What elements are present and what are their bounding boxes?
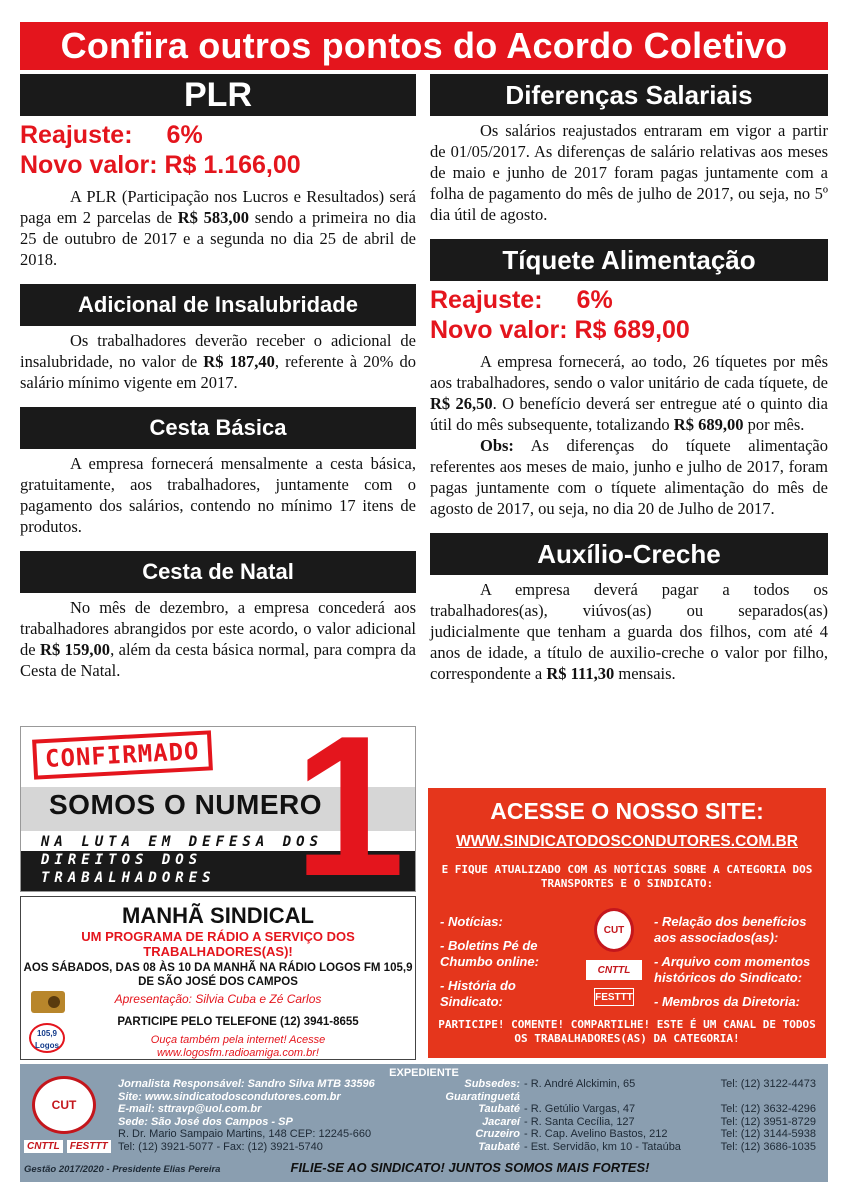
tiquete-total-value: R$ 689,00 [673,415,744,434]
subsede-addr: - R. Santa Cecília, 127 [524,1115,635,1128]
insalubridade-text [20,330,416,393]
subsede-addr: - R. André Alckimin, 65 [524,1078,636,1090]
subsede-row [420,1128,820,1141]
cesta-natal-text-c: , além da cesta básica normal, para compra da Cesta de Natal. [20,640,417,680]
subsede-city: Jacareí [482,1115,520,1128]
cesta-basica-header: Cesta Básica [20,407,416,449]
expediente-title: EXPEDIENTE [389,1067,459,1079]
footer-expediente [20,1064,828,1182]
tiquete-text-a: A empresa fornecerá, ao todo, 26 tíquetes por mês aos trabalhadores, sendo o valor unitário de cada tíquete, de [430,352,828,392]
cesta-natal-value: R$ 159,00 [40,640,111,659]
right-column [430,74,828,684]
site-item-arquivo: - Arquivo com momentos históricos do Sindicato: [654,954,811,985]
cesta-basica-text-body: A empresa fornecerá mensalmente a cesta básica, gratuitamente, aos trabalhadores, juntamente com o pagamento dos salários, contendo no mínimo 17 itens de produtos. [20,454,416,536]
confirmado-big-number: 1 [293,726,405,892]
confirmado-stamp: CONFIRMADO [32,730,212,779]
subsede-row [420,1103,820,1116]
tiquete-reajuste-label: Reajuste: [430,286,543,314]
creche-text [430,579,828,684]
tiquete-obs [430,435,828,519]
footer-jornalista: Jornalista Responsável: Sandro Silva MTB 33596 [118,1078,375,1090]
cnttl-logo-icon: CNTTL [586,960,642,980]
site-title: ACESSE O NOSSO SITE: [490,798,764,824]
plr-text [20,186,416,270]
subsede-tel: Tel: (12) 3632-4296 [720,1103,816,1115]
tiquete-text [430,351,828,435]
insalubridade-value: R$ 187,40 [203,352,275,371]
diferencas-header: Diferenças Salariais [430,74,828,116]
subsede-addr: - R. Getúlio Vargas, 47 [524,1103,636,1115]
manha-title: MANHÃ SINDICAL [122,903,314,928]
footer-gestao: Gestão 2017/2020 - Presidente Elias Pereira [24,1164,221,1175]
site-item-noticias: - Notícias: [440,914,503,929]
tiquete-unit-value: R$ 26,50 [430,394,493,413]
site-item-boletins: - Boletins Pé de Chumbo online: [440,938,539,969]
manha-internet-text: Ouça também pela internet! Acesse [150,1034,326,1046]
footer-info [118,1078,418,1153]
subsede-city: Subsedes: Guaratinguetá [445,1078,520,1103]
slogan-line-3: TRABALHADORES [41,870,216,886]
diferencas-text [430,120,828,225]
manha-url[interactable]: www.logosfm.radioamiga.com.br! [156,1047,319,1059]
tiquete-text-c: . O benefício deverá ser entregue até o quinto dia útil do mês subsequente, totalizando [430,394,828,434]
creche-text-a: A empresa deverá pagar a todos os trabalhadores(as), viúvos(as) ou separados(as) judicialmente que tenham a guarda dos filhos, com até 4 anos de idade, a título de auxilio-creche o valor por filho, correspondente a [430,580,828,683]
confirmado-slogan [41,833,341,887]
creche-text-c: mensais. [614,664,676,683]
cesta-basica-text [20,453,416,537]
creche-value: R$ 111,30 [546,664,615,683]
site-ad [428,788,826,1058]
manha-phone: PARTICIPE PELO TELEFONE (12) 3941-8655 [117,1016,359,1028]
tiquete-novo-valor: Novo valor: R$ 689,00 [430,316,690,344]
cesta-natal-text [20,597,416,681]
site-url[interactable]: WWW.SINDICATODOSCONDUTORES.COM.BR [456,833,798,850]
cesta-natal-header: Cesta de Natal [20,551,416,593]
site-icons [586,908,646,1014]
tiquete-obs-label: Obs: [480,436,514,455]
insalubridade-header: Adicional de Insalubridade [20,284,416,326]
tiquete-obs-text: As diferenças do tíquete alimentação referentes aos meses de maio, junho e julho de 2017, foram pagas juntamente com o tíquete alimentação do mês de agosto de 2017, ou seja, no dia 20 de Julho de 2017. [430,436,828,518]
site-item-historia: - História do Sindicato: [440,978,516,1009]
insalubridade-text-a: Os trabalhadores deverão receber o adicional de insalubridade, no valor de [20,331,416,371]
site-item-beneficios: - Relação dos benefícios aos associados(as): [654,914,807,945]
subsede-tel: Tel: (12) 3144-5938 [720,1128,816,1140]
manha-sindical-ad [20,896,416,1060]
cnttl-logo: CNTTL [24,1140,63,1153]
footer-filie: FILIE-SE AO SINDICATO! JUNTOS SOMOS MAIS FORTES! [290,1160,650,1175]
radio-icon [31,991,65,1013]
subsede-city: Taubaté [478,1140,520,1153]
plr-reajuste-value: 6% [166,121,203,149]
diferencas-text-body: Os salários reajustados entraram em vigor a partir de 01/05/2017. As diferenças de salário relativas aos meses de maio e junho de 2017 foram pagas juntamente com a folha de pagamento do mês de julho de 2017, ou seja, no 5º dia útil de agosto. [430,121,828,224]
plr-header: PLR [20,74,416,116]
plr-novo-valor: Novo valor: R$ 1.166,00 [20,151,301,179]
cut-logo: CUT [32,1076,96,1134]
subsede-row [420,1116,820,1129]
festtt-logo: FESTTT [67,1140,111,1153]
site-left-list [440,914,580,1018]
confirmado-ad [20,726,416,892]
insalubridade-text-c: , referente à 20% do salário mínimo vigente em 2017. [20,352,416,392]
plr-reajuste-label: Reajuste: [20,121,133,149]
subsede-tel: Tel: (12) 3951-8729 [720,1115,816,1128]
subsede-tel: Tel: (12) 3686-1035 [720,1140,816,1153]
tiquete-header: Tíquete Alimentação [430,239,828,281]
cut-logo-icon: CUT [594,908,634,952]
manha-schedule: AOS SÁBADOS, DAS 08 ÀS 10 DA MANHÃ NA RÁDIO LOGOS FM 105,9 DE SÃO JOSÉ DOS CAMPOS [23,962,413,988]
plr-reajuste [20,120,416,150]
subsede-addr: - R. Cap. Avelino Bastos, 212 [524,1128,668,1140]
subsede-tel: Tel: (12) 3122-4473 [720,1078,816,1090]
footer-site[interactable]: Site: www.sindicatodoscondutores.com.br [118,1090,341,1103]
tiquete-text-e: por mês. [743,415,805,434]
left-column [20,74,416,681]
subsede-addr: - Est. Servidão, km 10 - Tataúba [524,1140,681,1153]
slogan-line-2: DIREITOS DOS [41,852,203,868]
confirmado-somos: SOMOS O NUMERO [49,789,323,820]
cesta-natal-text-a: No mês de dezembro, a empresa concederá aos trabalhadores abrangidos por este acordo, o valor adicional de [20,598,416,659]
footer-mini-logos [24,1140,124,1158]
subsede-row [420,1141,820,1154]
tiquete-reajuste [430,285,828,315]
subsede-city: Cruzeiro [475,1128,520,1140]
site-closing: PARTICIPE! COMENTE! COMPARTILHE! ESTE É UM CANAL DE TODOS OS TRABALHADORES(AS) DA CATEGORIA! [438,1018,816,1045]
slogan-line-1: NA LUTA EM DEFESA DOS [41,834,324,850]
logos-fm-logo: 105,9 Logos [29,1023,65,1053]
manha-internet [21,1034,415,1060]
plr-value: R$ 583,00 [177,208,250,227]
plr-text-c: sendo a primeira no dia 25 de outubro de 2017 e a segunda no dia 25 de abril de 2018. [20,208,416,269]
footer-email[interactable]: E-mail: sttravp@uol.com.br [118,1103,262,1115]
footer-sede: Sede: São José dos Campos - SP [118,1115,293,1128]
festtt-logo-icon: FESTTT [594,988,634,1006]
site-right-list [654,914,820,1018]
creche-header: Auxílio-Creche [430,533,828,575]
manha-apresentacao: Apresentação: Silvia Cuba e Zé Carlos [114,992,322,1006]
subsede-row [420,1078,820,1103]
site-intro: E FIQUE ATUALIZADO COM AS NOTÍCIAS SOBRE A CATEGORIA DOS TRANSPORTES E O SINDICATO: [441,863,813,890]
page-banner: Confira outros pontos do Acordo Coletivo [20,22,828,70]
subsede-city: Taubaté [478,1103,520,1115]
footer-endereco: R. Dr. Mario Sampaio Martins, 148 CEP: 12245-660 [118,1128,372,1140]
plr-text-a: A PLR (Participação nos Lucros e Resultados) será paga em 2 parcelas de [20,187,416,227]
tiquete-reajuste-value: 6% [576,286,613,314]
footer-subsedes [420,1078,820,1153]
footer-telefone: Tel: (12) 3921-5077 - Fax: (12) 3921-5740 [118,1140,323,1153]
manha-subtitle: UM PROGRAMA DE RÁDIO A SERVIÇO DOS TRABALHADORES(AS)! [81,929,355,959]
site-item-diretoria: - Membros da Diretoria: [654,994,800,1009]
